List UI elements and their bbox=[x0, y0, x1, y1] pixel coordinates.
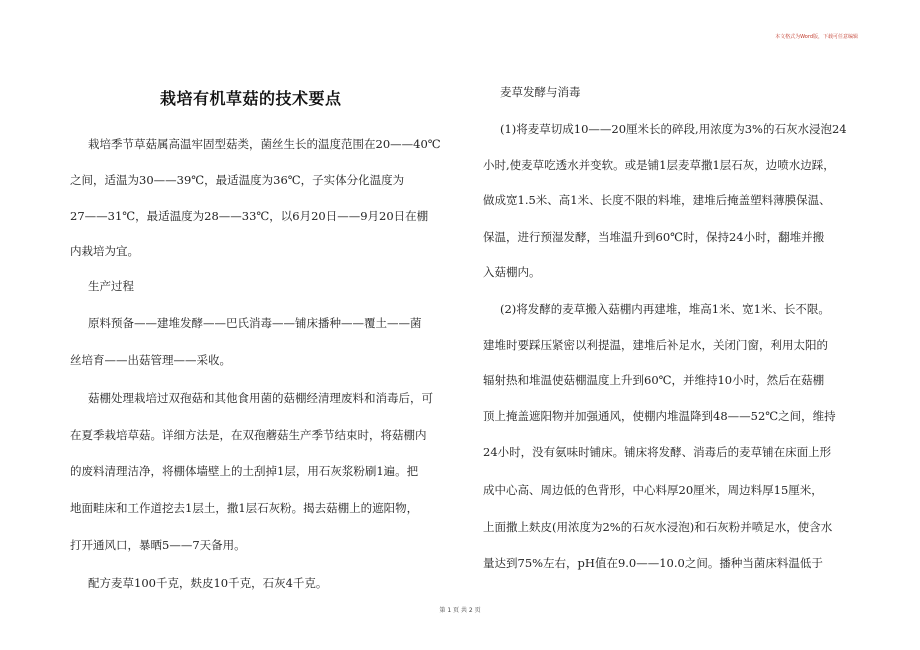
page-footer: 第 1 页 共 2 页 bbox=[439, 607, 481, 614]
text-line: 丝培育——出菇管理——采收。 bbox=[70, 353, 231, 367]
text-line: (2)将发酵的麦草搬入菇棚内再建堆，堆高1米、宽1米、长不限。 bbox=[500, 302, 830, 316]
text-line: 在夏季栽培草菇。详细方法是，在双孢蘑菇生产季节结束时，将菇棚内 bbox=[70, 428, 427, 442]
text-line: 生产过程 bbox=[88, 279, 134, 293]
text-line: 上面撒上麸皮(用浓度为2%的石灰水浸泡)和石灰粉并喷足水，使含水 bbox=[483, 520, 833, 534]
text-line: 顶上掩盖遮阳物并加强通风，使棚内堆温降到48——52℃之间，维持 bbox=[483, 409, 836, 423]
text-line: 保温，进行预湿发酵，当堆温升到60℃时，保持24小时，翻堆并搬 bbox=[483, 230, 825, 244]
text-line: 27——31℃，最适温度为28——33℃，以6月20日——9月20日在棚 bbox=[70, 209, 429, 223]
text-line: 量达到75%左右，pH值在9.0——10.0之间。播种当菌床料温低于 bbox=[483, 556, 823, 570]
text-line: 的废料清理洁净，将棚体墙壁上的土刮掉1层，用石灰浆粉刷1遍。把 bbox=[70, 464, 419, 478]
text-line: 成中心高、周边低的色背形，中心料厚20厘米，周边料厚15厘米， bbox=[483, 483, 823, 497]
text-line: (1)将麦草切成10——20厘米长的碎段,用浓度为3%的石灰水浸泡24 bbox=[500, 122, 847, 136]
text-line: 辐射热和堆温使菇棚温度上升到60℃，并维持10小时，然后在菇棚 bbox=[483, 373, 825, 387]
text-line: 建堆时要踩压紧密以利提温，建堆后补足水，关闭门窗，利用太阳的 bbox=[483, 338, 828, 352]
download-watermark: 本文格式为Word版，下载可任意编辑 bbox=[775, 34, 858, 40]
text-line: 地面畦床和工作道挖去1层土，撒1层石灰粉。揭去菇棚上的遮阳物， bbox=[70, 501, 419, 515]
text-line: 菇棚处理栽培过双孢菇和其他食用菌的菇棚经清理废料和消毒后，可 bbox=[88, 391, 433, 405]
text-line: 做成宽1.5米、高1米、长度不限的料堆，建堆后掩盖塑料薄膜保温、 bbox=[483, 193, 831, 207]
text-line: 小时,使麦草吃透水并变软。或是铺1层麦草撒1层石灰，边喷水边踩， bbox=[483, 158, 835, 172]
text-line: 内栽培为宜。 bbox=[70, 244, 139, 258]
text-line: 之间，适温为30——39℃，最适温度为36℃，子实体分化温度为 bbox=[70, 173, 405, 187]
text-line: 栽培季节草菇属高温牢固型菇类，菌丝生长的温度范围在20——40℃ bbox=[88, 137, 441, 151]
text-line: 配方麦草100千克，麸皮10千克，石灰4千克。 bbox=[88, 576, 328, 590]
article-title: 栽培有机草菇的技术要点 bbox=[160, 89, 342, 108]
text-line: 入菇棚内。 bbox=[483, 265, 541, 279]
text-line: 24小时，没有氨味时铺床。铺床将发酵、消毒后的麦草铺在床面上形 bbox=[483, 445, 832, 459]
text-line: 麦草发酵与消毒 bbox=[500, 85, 581, 99]
text-line: 原料预备——建堆发酵——巴氏消毒——铺床播种——覆土——菌 bbox=[88, 316, 422, 330]
text-line: 打开通风口，暴晒5——7天备用。 bbox=[70, 538, 246, 552]
